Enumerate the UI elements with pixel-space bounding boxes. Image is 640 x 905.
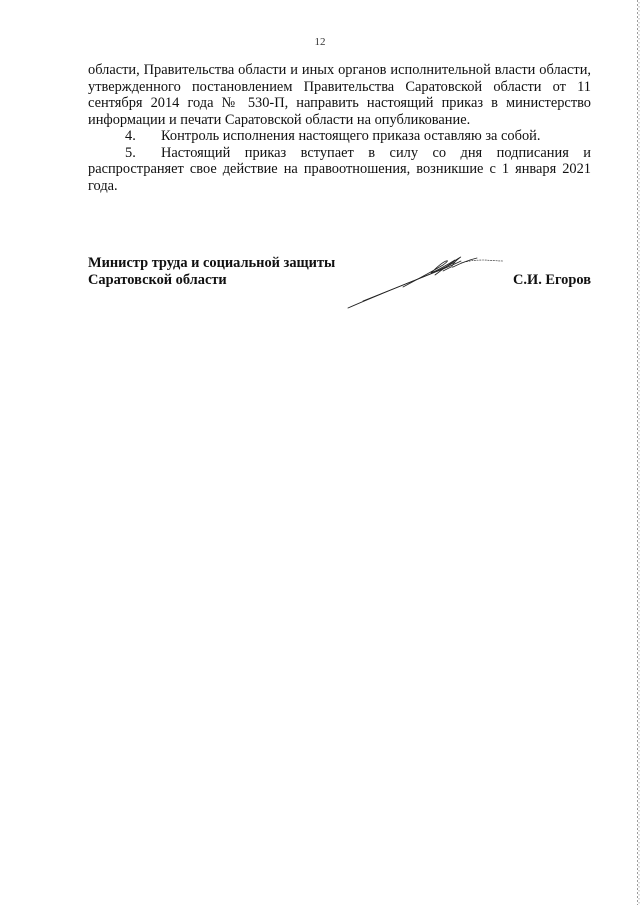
signer-title [88, 255, 335, 289]
list-item-text: Контроль исполнения настоящего приказа оставляю за собой. [161, 128, 541, 144]
document-body [88, 62, 591, 194]
paragraph-continuation: области, Правительства области и иных органов исполнительной власти области, утвержденного постановлением Правительства Саратовской области от 11 сентября 2014 года № 530-П, направить настоящий приказ в министерство информации и печати Саратовской области на опубликование. [88, 62, 591, 128]
signature-block [88, 255, 591, 315]
list-item-number: 5. [125, 144, 136, 161]
signer-title-line-1: Министр труда и социальной защиты [88, 255, 336, 271]
list-item-text: Настоящий приказ вступает в силу со дня подписания и распространяет свое действие на правоотношения, возникшие с 1 января 2021 года. [88, 144, 591, 194]
signer-title-line-2: Саратовской области [88, 272, 227, 288]
signer-name: С.И. Егоров [513, 272, 591, 288]
scan-edge-artifact [632, 0, 640, 905]
list-item-number: 4. [125, 128, 136, 144]
page-number: 12 [314, 36, 326, 48]
handwritten-signature [343, 251, 513, 311]
list-item-4 [88, 128, 591, 145]
list-item-5 [88, 145, 591, 195]
